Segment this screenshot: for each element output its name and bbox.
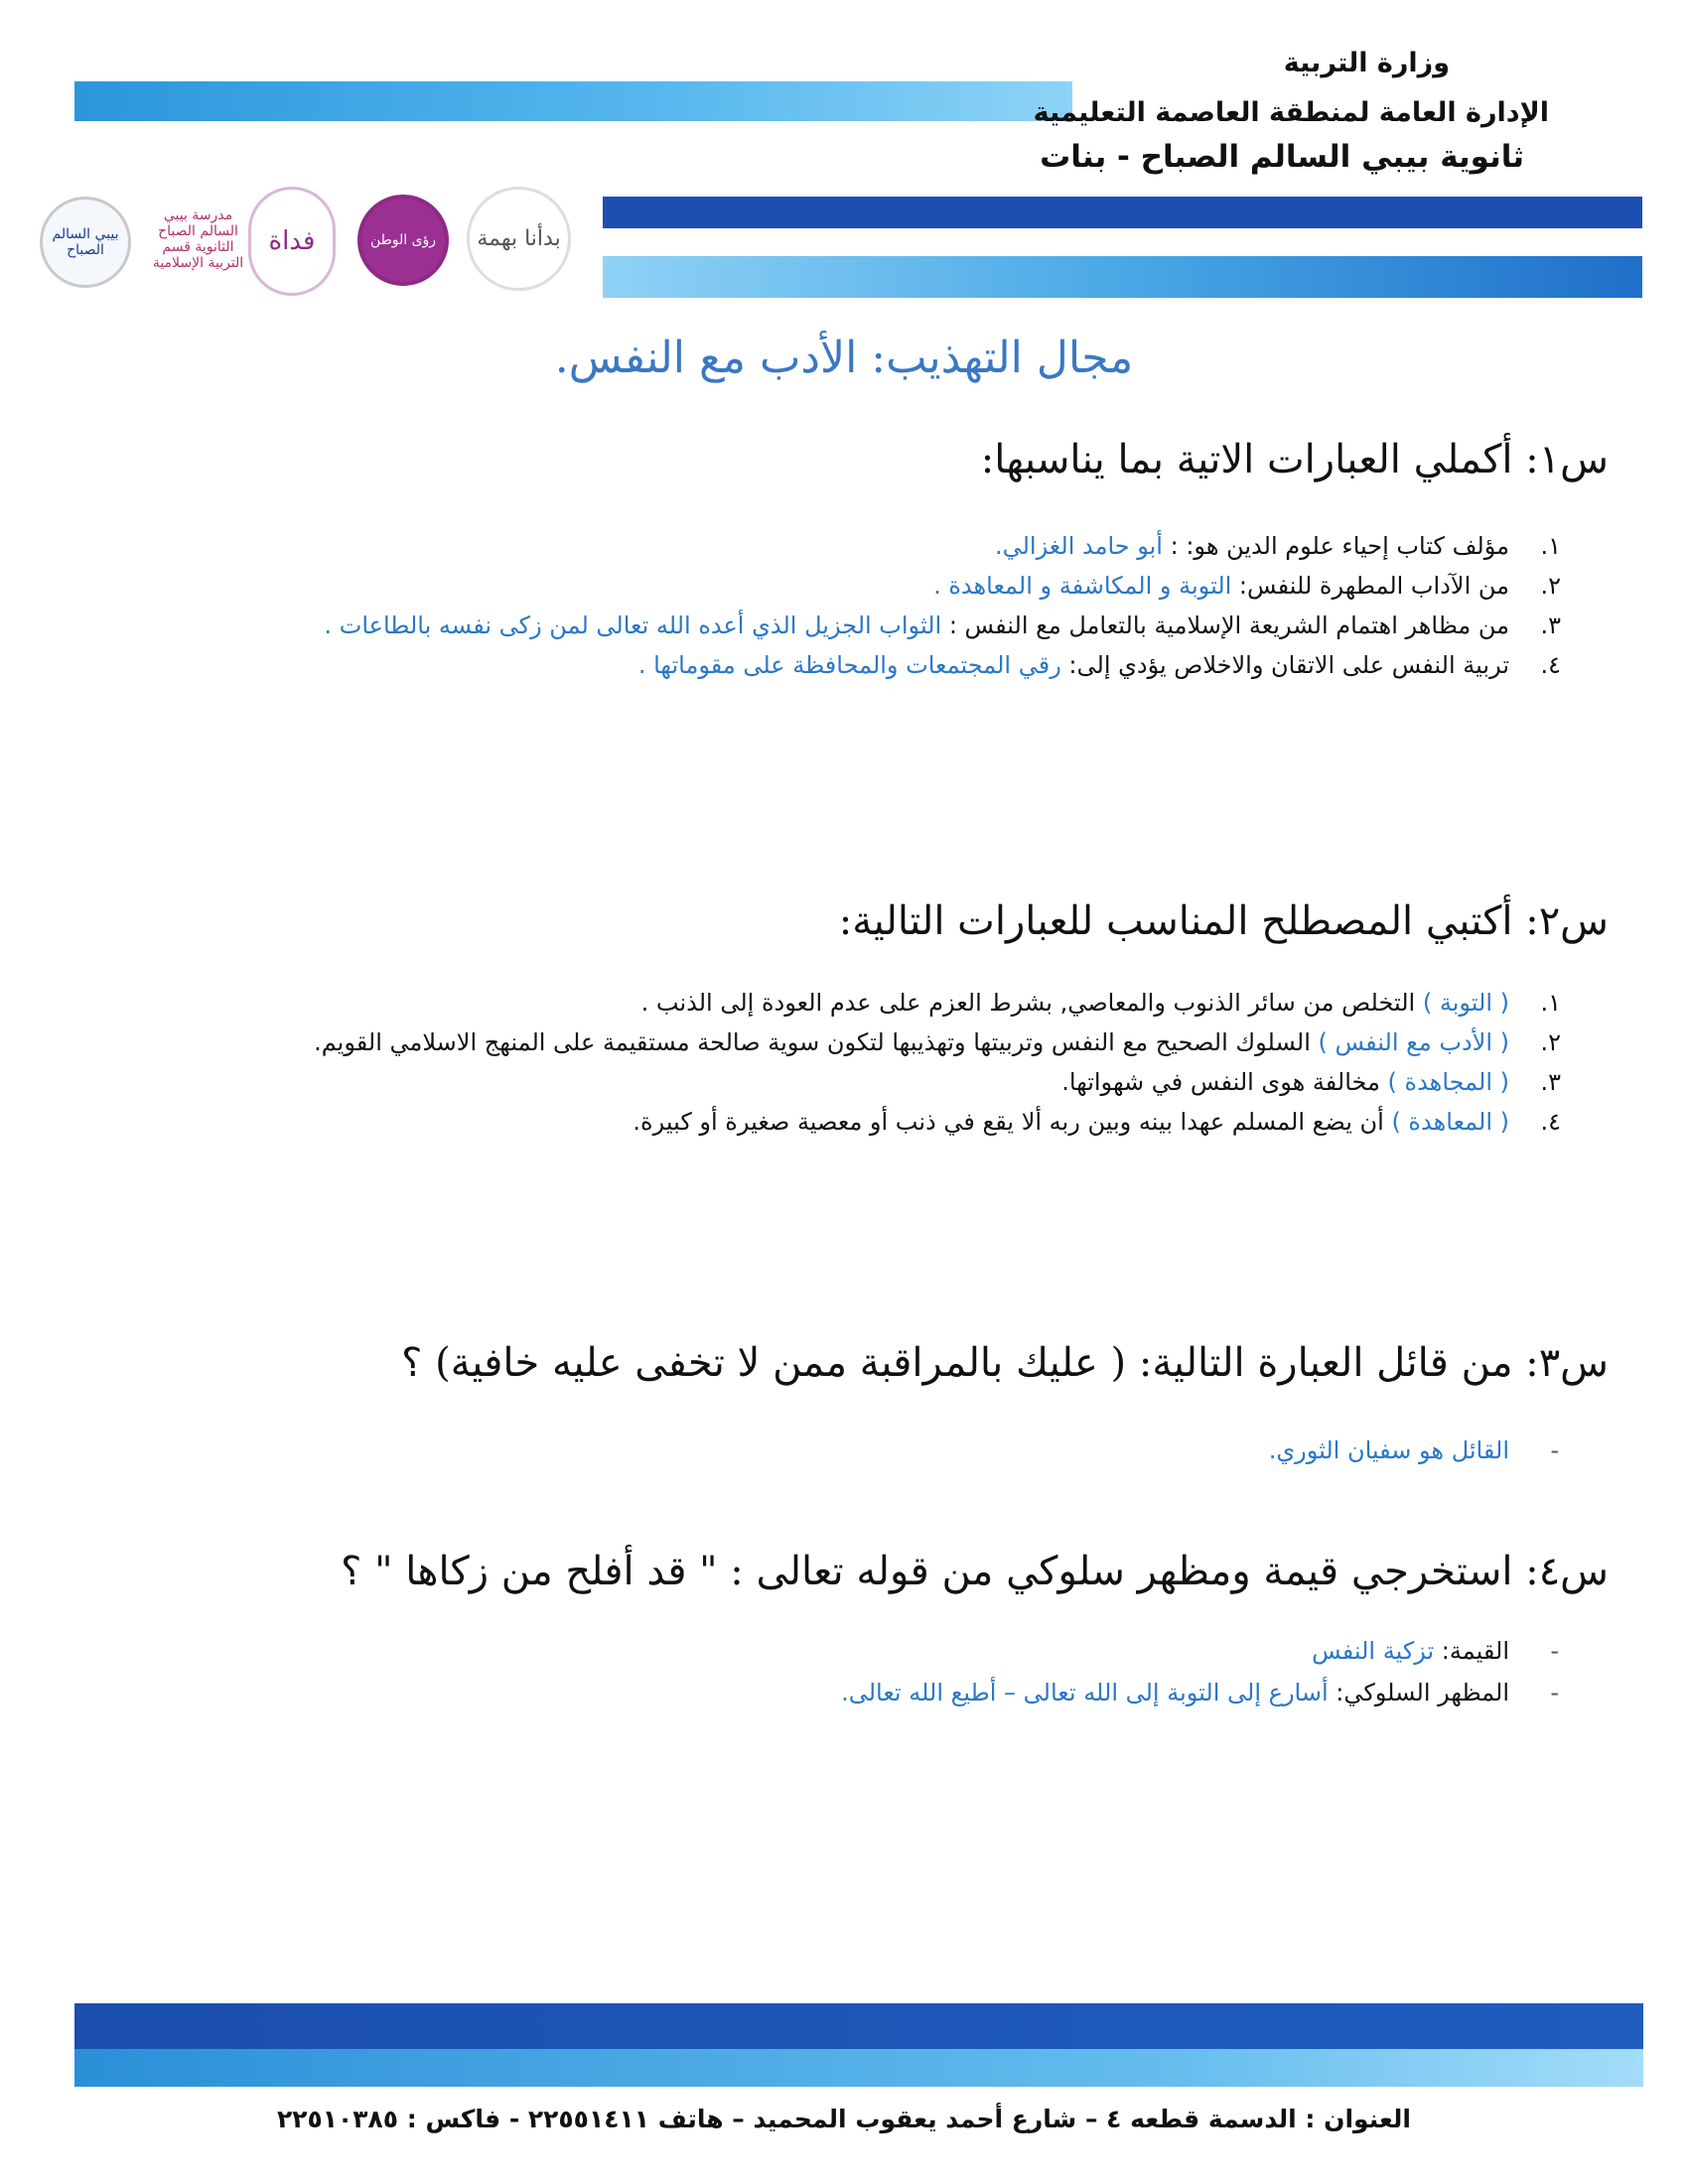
item-text: مخالفة هوى النفس في شهواتها. xyxy=(1061,1068,1388,1096)
list-item xyxy=(119,566,1561,606)
item-answer: القائل هو سفيان الثوري. xyxy=(1268,1436,1509,1464)
mosque-dome-logo: مدرسة بيبي السالم الصباح الثانوية قسم التربية الإسلامية xyxy=(151,185,245,294)
item-text: السلوك الصحيح مع النفس وتربيتها وتهذيبها لتكون سوية صالحة مستقيمة على المنهج الاسلامي القويم. xyxy=(314,1028,1319,1056)
list-item xyxy=(119,526,1561,566)
school-name: ثانوية بيبي السالم الصباح - بنات xyxy=(1040,139,1524,175)
directorate-name: الإدارة العامة لمنطقة العاصمة التعليمية xyxy=(1033,97,1549,128)
item-answer: أبو حامد الغزالي. xyxy=(994,532,1163,560)
item-number: ٤. xyxy=(1540,651,1561,679)
item-number: ١. xyxy=(1540,989,1561,1017)
bedayna-logo: بدأنا بهمة xyxy=(467,187,571,291)
item-text: من الآداب المطهرة للنفس: xyxy=(1231,572,1509,600)
school-crest-logo: بيبي السالم الصباح xyxy=(40,197,131,288)
list-item xyxy=(119,606,1561,645)
list-item xyxy=(119,1102,1561,1142)
question-3-heading: س٣: من قائل العبارة التالية: ( عليك بالمراقبة ممن لا تخفى عليه خافية) ؟ xyxy=(401,1340,1609,1386)
list-item xyxy=(119,645,1561,685)
item-answer: الثواب الجزيل الذي أعده الله تعالى لمن زكى نفسه بالطاعات . xyxy=(324,612,942,639)
item-answer: ( التوبة ) xyxy=(1422,989,1509,1017)
question-4-answer-list xyxy=(119,1630,1559,1713)
item-text: مؤلف كتاب إحياء علوم الدين هو: : xyxy=(1162,532,1509,560)
list-item xyxy=(119,983,1561,1023)
item-answer: ( الأدب مع النفس ) xyxy=(1318,1028,1509,1056)
calligraphy-logo: فداة xyxy=(248,187,336,296)
question-1-heading: س١: أكملي العبارات الاتية بما يناسبها: xyxy=(980,437,1609,482)
question-2-heading: س٢: أكتبي المصطلح المناسب للعبارات التالية: xyxy=(838,898,1609,944)
page-title: مجال التهذيب: الأدب مع النفس. xyxy=(554,333,1134,383)
item-text: أن يضع المسلم عهدا بينه وبين ربه ألا يقع في ذنب أو معصية صغيرة أو كبيرة. xyxy=(633,1108,1392,1136)
item-answer: ( المجاهدة ) xyxy=(1387,1068,1509,1096)
question-2-list xyxy=(119,983,1561,1142)
question-4-heading: س٤: استخرجي قيمة ومظهر سلوكي من قوله تعالى : " قد أفلح من زكاها " ؟ xyxy=(341,1549,1609,1594)
item-number: ٤. xyxy=(1540,1108,1561,1136)
list-item xyxy=(119,1062,1561,1102)
item-text: التخلص من سائر الذنوب والمعاصي, بشرط العزم على عدم العودة إلى الذنب . xyxy=(640,989,1423,1017)
footer-bar-dark xyxy=(74,2003,1643,2049)
bullet-dash: - xyxy=(1550,1436,1559,1464)
item-number: ٢. xyxy=(1540,1028,1561,1056)
item-number: ٢. xyxy=(1540,572,1561,600)
item-number: ١. xyxy=(1540,532,1561,560)
behavior-answer: أسارع إلى التوبة إلى الله تعالى – أطيع الله تعالى. xyxy=(841,1679,1329,1706)
list-item xyxy=(119,1430,1559,1471)
item-text: تربية النفس على الاتقان والاخلاص يؤدي إلى: xyxy=(1060,651,1509,679)
list-item xyxy=(119,1672,1559,1713)
item-answer: ( المعاهدة ) xyxy=(1391,1108,1509,1136)
question-3-answer-list xyxy=(119,1430,1559,1471)
footer-address: العنوان : الدسمة قطعه ٤ – شارع أحمد يعقوب المحميد – هاتف ٢٢٥٥١٤١١ - فاكس : ٢٢٥١٠٣٨٥ xyxy=(277,2105,1411,2133)
ministry-name: وزارة التربية xyxy=(1283,48,1450,78)
header-bar-light xyxy=(74,81,1072,121)
item-text: من مظاهر اهتمام الشريعة الإسلامية بالتعامل مع النفس : xyxy=(941,612,1509,639)
header-bar-dark xyxy=(603,197,1642,228)
behavior-label: المظهر السلوكي: xyxy=(1328,1679,1509,1706)
item-number: ٣. xyxy=(1540,1068,1561,1096)
list-item xyxy=(119,1023,1561,1062)
list-item xyxy=(119,1630,1559,1672)
footer-bar-light xyxy=(74,2049,1643,2087)
bullet-dash: - xyxy=(1550,1637,1559,1665)
question-1-list xyxy=(119,526,1561,685)
value-label: القيمة: xyxy=(1434,1637,1509,1665)
item-answer: التوبة و المكاشفة و المعاهدة . xyxy=(933,572,1232,600)
value-answer: تزكية النفس xyxy=(1312,1637,1435,1665)
item-answer: رقي المجتمعات والمحافظة على مقوماتها . xyxy=(637,651,1061,679)
bullet-dash: - xyxy=(1550,1679,1559,1706)
item-number: ٣. xyxy=(1540,612,1561,639)
header-bar-gradient xyxy=(603,256,1642,298)
purple-circle-logo: رؤى الوطن xyxy=(357,195,449,286)
